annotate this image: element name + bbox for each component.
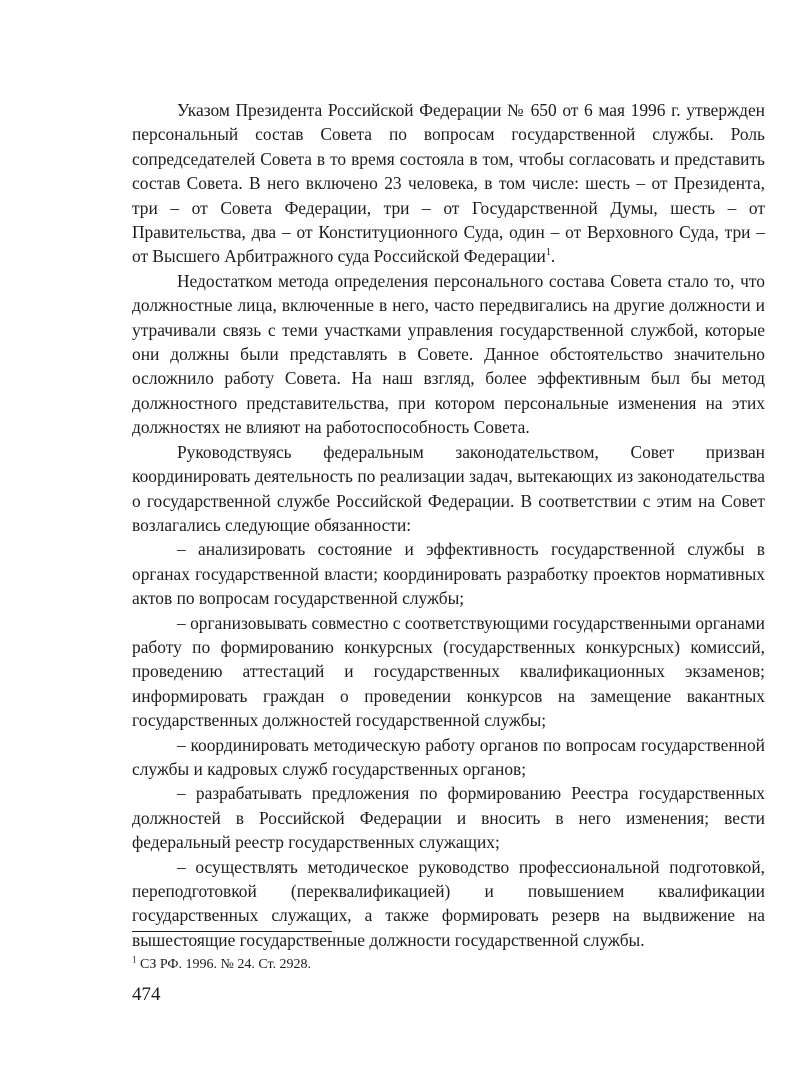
duty-item-2: – организовывать совместно с соответствующими государственными органами работу по формированию конкурсных (государственных конкурсных) комиссий, проведению аттестаций и государственных квалификационных экзаменов; информировать граждан о проведении конкурсов на замещение вакантных государственных должностей государственной службы; bbox=[132, 612, 765, 731]
paragraph-2: Недостатком метода определения персонального состава Совета стало то, что должностные лица, включенные в него, часто передвигались на другие должности и утрачивали связь с теми участками управления государственной службой, которые они должны были представлять в Совете. Данное обстоятельство значительно осложнило работу Совета. На наш взгляд, более эффективным был бы метод должностного представительства, при котором персональные изменения на этих должностях не влияют на работоспособность Совета. bbox=[132, 270, 765, 438]
footnote-text: СЗ РФ. 1996. № 24. Ст. 2928. bbox=[136, 957, 312, 972]
paragraph-3: Руководствуясь федеральным законодательством, Совет призван координировать деятельность по реализации задач, вытекающих из законодательства о государственной службе Российской Федерации. В соответствии с этим на Совет возлагались следующие обязанности: bbox=[132, 441, 765, 535]
duty-item-3: – координировать методическую работу органов по вопросам государственной службы и кадровых служб государственных органов; bbox=[132, 734, 765, 779]
paragraph-1-end: . bbox=[550, 246, 556, 267]
duty-item-5: – осуществлять методическое руководство профессиональной подготовкой, переподготовкой (переквалификацией) и повышением квалификации государственных служащих, а также формировать резерв на выдвижение на вышестоящие государственные должности государственной службы. bbox=[132, 856, 765, 950]
paragraph-1 bbox=[132, 98, 765, 269]
footnote-reference: 1 bbox=[545, 247, 551, 259]
main-text bbox=[132, 98, 765, 952]
page-number: 474 bbox=[132, 984, 161, 1005]
footnote bbox=[132, 956, 311, 974]
footnote-marker: 1 bbox=[132, 954, 137, 965]
footnote-divider bbox=[132, 931, 332, 932]
duty-item-4: – разрабатывать предложения по формированию Реестра государственных должностей в Российской Федерации и вносить в него изменения; вести федеральный реестр государственных служащих; bbox=[132, 783, 765, 853]
duty-item-1: – анализировать состояние и эффективность государственной службы в органах государственной власти; координировать разработку проектов нормативных актов по вопросам государственной службы; bbox=[132, 539, 765, 609]
paragraph-1-text: Указом Президента Российской Федерации № 650 от 6 мая 1996 г. утвержден персональный состав Совета по вопросам государственной службы. Роль сопредседателей Совета в то время состояла в том, чтобы согласовать и представить состав Совета. В него включено 23 человека, в том числе: шесть – от Президента, три – от Совета Федерации, три – от Государственной Думы, шесть – от Правительства, два – от Конституционного Суда, один – от Верховного Суда, три – от Высшего Арбитражного суда Российской Федерации bbox=[132, 100, 765, 267]
